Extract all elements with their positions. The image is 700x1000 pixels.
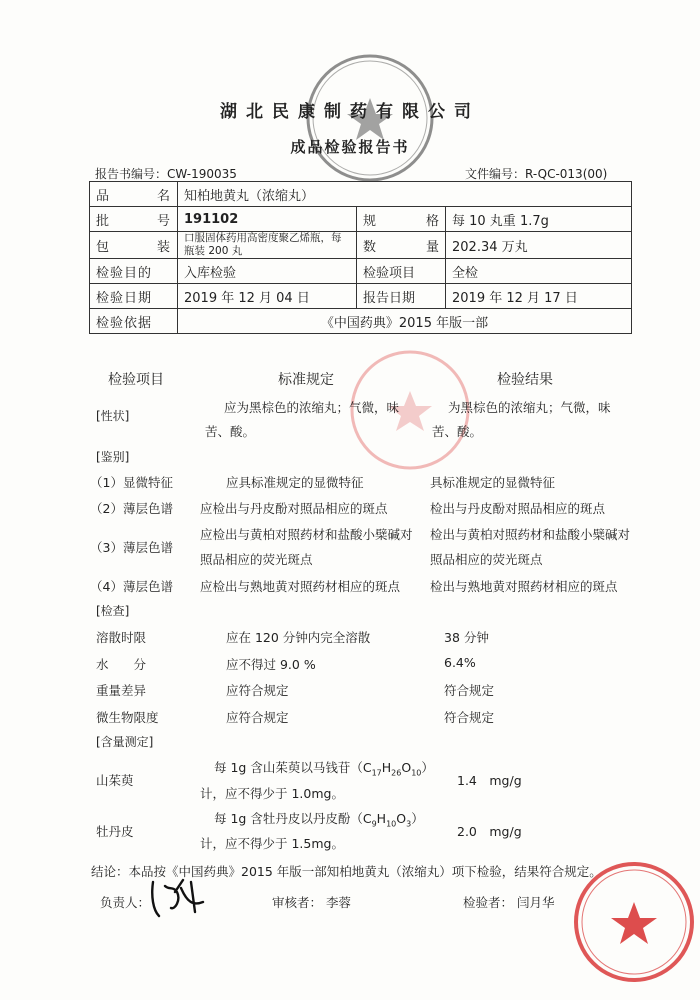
table-row bbox=[90, 309, 632, 334]
col-item-header: 检验项目 bbox=[108, 372, 164, 388]
section-assay: [含量测定] bbox=[96, 735, 154, 749]
section-identification: [鉴别] bbox=[96, 450, 130, 464]
file-number-label: 文件编号： bbox=[465, 167, 526, 181]
assay-1-result: 1.4 mg/g bbox=[457, 773, 522, 788]
col-result-header: 检验结果 bbox=[497, 372, 553, 388]
insp-3-result: 符合规定 bbox=[444, 683, 495, 698]
table-row bbox=[90, 232, 632, 259]
insp-4-standard: 应符合规定 bbox=[226, 710, 289, 725]
assay-1-item: 山茱萸 bbox=[96, 773, 134, 788]
assay-2-standard-2: 计，应不得少于 1.5mg。 bbox=[200, 836, 344, 851]
inspector-label: 检验者： bbox=[463, 895, 514, 910]
ident-4-result: 检出与熟地黄对照药材相应的斑点 bbox=[430, 579, 618, 594]
report-date-value: 2019 年 12 月 17 日 bbox=[446, 284, 632, 309]
company-name: 湖北民康制药有限公司 bbox=[220, 102, 480, 122]
ident-4-item: （4）薄层色谱 bbox=[90, 579, 173, 594]
reviewer bbox=[272, 893, 351, 911]
properties-result-2: 苦、酸。 bbox=[432, 424, 483, 439]
file-number bbox=[465, 165, 607, 182]
insp-2-result: 6.4% bbox=[444, 655, 476, 670]
report-number-value: CW-190035 bbox=[167, 167, 237, 181]
assay-2-result: 2.0 mg/g bbox=[457, 824, 522, 839]
properties-standard-1: 应为黑棕色的浓缩丸；气微，味 bbox=[224, 400, 400, 415]
quantity-value: 202.34 万丸 bbox=[446, 232, 632, 259]
purpose-value: 入库检验 bbox=[178, 259, 357, 284]
report-title: 成品检验报告书 bbox=[290, 138, 410, 156]
report-number-label: 报告书编号： bbox=[95, 167, 168, 181]
item-value: 全检 bbox=[446, 259, 632, 284]
report-number bbox=[95, 165, 237, 182]
date-label: 检验日期 bbox=[90, 284, 178, 309]
properties-standard-2: 苦、酸。 bbox=[205, 424, 256, 439]
ident-3-standard-1: 应检出与黄柏对照药材和盐酸小檗碱对 bbox=[200, 527, 413, 542]
reviewer-name: 李蓉 bbox=[326, 895, 352, 910]
reviewer-label: 审核者： bbox=[272, 895, 323, 910]
package-value: 口服固体药用高密度聚乙烯瓶，每瓶装 200 丸 bbox=[178, 232, 357, 259]
insp-2-standard: 应不得过 9.0 % bbox=[226, 657, 316, 672]
info-table bbox=[89, 181, 632, 334]
insp-3-item: 重量差异 bbox=[96, 683, 147, 698]
ident-1-item: （1）显微特征 bbox=[90, 475, 173, 490]
spec-label: 规 格 bbox=[357, 207, 446, 232]
date-value: 2019 年 12 月 04 日 bbox=[178, 284, 357, 309]
insp-1-item: 溶散时限 bbox=[96, 630, 147, 645]
package-label: 包 装 bbox=[90, 232, 178, 259]
ident-3-item: （3）薄层色谱 bbox=[90, 540, 173, 555]
ident-1-result: 具标准规定的显微特征 bbox=[430, 475, 556, 490]
batch-label: 批 号 bbox=[90, 207, 178, 232]
insp-1-result: 38 分钟 bbox=[444, 630, 489, 645]
insp-4-result: 符合规定 bbox=[444, 710, 495, 725]
basis-value: 《中国药典》2015 年版一部 bbox=[178, 309, 632, 334]
product-value: 知柏地黄丸（浓缩丸） bbox=[178, 182, 632, 207]
ident-3-result-1: 检出与黄柏对照药材和盐酸小檗碱对 bbox=[430, 527, 631, 542]
file-number-value: R-QC-013(00) bbox=[525, 167, 608, 181]
assay-1-standard-2: 计，应不得少于 1.0mg。 bbox=[200, 786, 344, 801]
section-inspection: [检查] bbox=[96, 604, 130, 618]
batch-value: 191102 bbox=[178, 207, 357, 232]
table-row bbox=[90, 284, 632, 309]
assay-1-standard-1: 每 1g 含山茱萸以马钱苷$(C_{17}H_{26}O_{10})$ bbox=[214, 760, 434, 778]
purpose-label: 检验目的 bbox=[90, 259, 178, 284]
assay-2-item: 牡丹皮 bbox=[96, 824, 134, 839]
responsible-signature bbox=[147, 872, 209, 920]
item-label: 检验项目 bbox=[357, 259, 446, 284]
inspector-name: 闫月华 bbox=[517, 895, 555, 910]
basis-label: 检验依据 bbox=[90, 309, 178, 334]
quantity-label: 数 量 bbox=[357, 232, 446, 259]
report-date-label: 报告日期 bbox=[357, 284, 446, 309]
spec-value: 每 10 丸重 1.7g bbox=[446, 207, 632, 232]
conclusion: 结论：本品按《中国药典》2015 年版一部知柏地黄丸（浓缩丸）项下检验，结果符合规定。 bbox=[91, 864, 602, 879]
ident-2-item: （2）薄层色谱 bbox=[90, 501, 173, 516]
insp-1-standard: 应在 120 分钟内完全溶散 bbox=[226, 630, 371, 645]
insp-2-item: 水 分 bbox=[96, 657, 147, 672]
table-row bbox=[90, 207, 632, 232]
table-row bbox=[90, 182, 632, 207]
col-standard-header: 标准规定 bbox=[278, 372, 334, 388]
ident-1-standard: 应具标准规定的显微特征 bbox=[226, 475, 364, 490]
ident-2-standard: 应检出与丹皮酚对照品相应的斑点 bbox=[200, 501, 388, 516]
properties-result-1: 为黑棕色的浓缩丸；气微，味 bbox=[448, 400, 611, 415]
ident-3-result-2: 照品相应的荧光斑点 bbox=[430, 552, 543, 567]
product-label: 品 名 bbox=[90, 182, 178, 207]
section-properties: [性状] bbox=[96, 409, 130, 423]
assay-2-standard-1: 每 1g 含牡丹皮以丹皮酚$(C_9H_{10}O_3)$ bbox=[214, 811, 424, 829]
table-row bbox=[90, 259, 632, 284]
inspector bbox=[463, 893, 555, 911]
ident-2-result: 检出与丹皮酚对照品相应的斑点 bbox=[430, 501, 606, 516]
insp-3-standard: 应符合规定 bbox=[226, 683, 289, 698]
ident-3-standard-2: 照品相应的荧光斑点 bbox=[200, 552, 313, 567]
ident-4-standard: 应检出与熟地黄对照药材相应的斑点 bbox=[200, 579, 401, 594]
insp-4-item: 微生物限度 bbox=[96, 710, 159, 725]
responsible-label: 负责人： bbox=[100, 895, 151, 910]
